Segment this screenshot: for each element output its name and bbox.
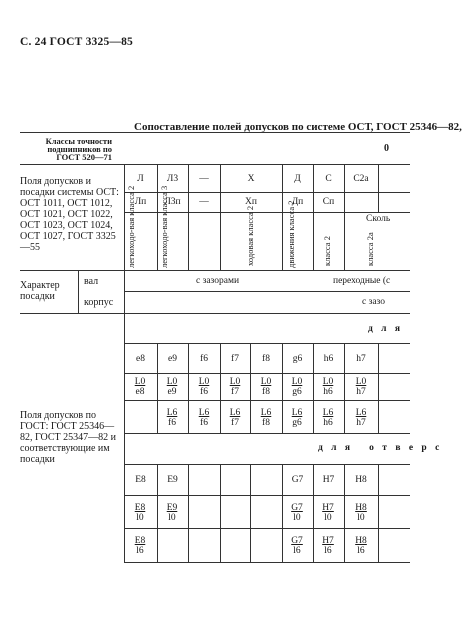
vertical-label: класса 2: [322, 236, 332, 266]
fraction-denominator: l6: [357, 546, 365, 556]
fraction-denominator: e9: [167, 387, 177, 397]
vertical-label: легкоходо-вая класса 2: [126, 185, 136, 268]
fraction-denominator: l0: [168, 513, 176, 523]
fit-fraction: [157, 377, 187, 397]
housing-label: корпус: [84, 297, 114, 308]
hole-cell: H8: [355, 475, 367, 485]
fit-fraction: [313, 536, 343, 556]
fraction-numerator: G7: [291, 536, 303, 546]
fraction-numerator: H8: [355, 503, 367, 513]
fit-fraction: [282, 536, 312, 556]
fraction-denominator: f7: [231, 387, 239, 397]
shaft-label: вал: [84, 276, 99, 287]
fraction-numerator: L6: [291, 408, 303, 418]
fraction-numerator: E9: [166, 503, 178, 513]
vertical-label: движения класса 2: [286, 200, 296, 268]
fraction-denominator: g6: [292, 387, 302, 397]
fraction-denominator: l0: [293, 513, 301, 523]
fit-fraction: [282, 503, 312, 523]
fraction-denominator: f8: [262, 387, 270, 397]
fit-fraction: [282, 408, 312, 428]
fraction-numerator: H7: [322, 503, 334, 513]
fit-fraction: [313, 503, 343, 523]
section-for-label: д л я: [368, 324, 404, 334]
fit-fraction: [313, 408, 343, 428]
vertical-label: ходовая класса 2: [245, 205, 255, 266]
page-header: С. 24 ГОСТ 3325—85: [20, 36, 133, 48]
ost-cell: Лп: [134, 197, 147, 207]
ost-cell: Д: [294, 174, 301, 184]
fit-fraction: [189, 377, 219, 397]
fit-fraction: [346, 536, 376, 556]
fraction-denominator: l6: [136, 546, 144, 556]
clearance-fits-label-2: с зазо: [362, 297, 386, 307]
vertical-label: класса 2а: [365, 232, 375, 266]
ost-cell: Л3п: [164, 197, 181, 207]
fraction-numerator: E8: [134, 536, 146, 546]
shaft-cell: f6: [200, 354, 208, 364]
shaft-cell: f8: [262, 354, 270, 364]
vertical-label: легкоходо-вая класса 3: [159, 185, 169, 268]
fraction-denominator: f6: [200, 418, 208, 428]
fit-fraction: [346, 377, 376, 397]
fraction-numerator: H7: [322, 536, 334, 546]
fraction-numerator: L0: [322, 377, 334, 387]
ost-cell: Л3: [166, 174, 179, 184]
skol-label: Сколь: [366, 214, 391, 224]
fit-fraction: [313, 377, 343, 397]
fraction-denominator: l0: [357, 513, 365, 523]
accuracy-class-value: 0: [384, 143, 389, 154]
ost-cell: Хп: [245, 197, 257, 207]
ost-cell: Л: [137, 174, 144, 184]
fit-fraction: [251, 377, 281, 397]
accuracy-classes-label: Классы точности подшипников по ГОСТ 520—71: [45, 136, 112, 162]
transition-fits-label: переходные (с: [333, 276, 391, 286]
shaft-cell: f7: [231, 354, 239, 364]
gost-fields-label: Поля допусков по ГОСТ: ГОСТ 25346—82, ГОСТ 25347—82 и соответствующие им посадки: [20, 410, 117, 465]
fit-character-label: Характер посадки: [20, 280, 60, 302]
fraction-denominator: f6: [200, 387, 208, 397]
section-for-holes-label: д л я о т в е р с: [318, 443, 443, 453]
fraction-denominator: h6: [323, 387, 333, 397]
fraction-denominator: l6: [293, 546, 301, 556]
fraction-denominator: l6: [324, 546, 332, 556]
fraction-denominator: l0: [324, 513, 332, 523]
fit-fraction: [125, 503, 155, 523]
ost-cell: —: [199, 174, 209, 184]
clearance-fits-label: с зазорами: [196, 276, 240, 286]
shaft-cell: g6: [292, 354, 303, 364]
fraction-numerator: L6: [260, 408, 272, 418]
fraction-numerator: L0: [291, 377, 303, 387]
ost-cell: Дп: [291, 197, 304, 207]
shaft-cell: e8: [136, 354, 145, 364]
fraction-numerator: L0: [260, 377, 272, 387]
fraction-denominator: h6: [323, 418, 333, 428]
fraction-numerator: L6: [166, 408, 178, 418]
hole-cell: E9: [167, 475, 178, 485]
ost-cell: Сп: [322, 197, 335, 207]
ost-cell: С2а: [353, 174, 369, 184]
fraction-denominator: h7: [356, 387, 366, 397]
table-title: Сопоставление полей допусков по системе ОСТ, ГОСТ 25346—82,: [134, 121, 462, 133]
fraction-numerator: L6: [198, 408, 210, 418]
fit-fraction: [251, 408, 281, 428]
fit-fraction: [346, 408, 376, 428]
hole-cell: G7: [291, 475, 304, 485]
ost-cell: —: [199, 197, 209, 207]
fraction-numerator: L0: [198, 377, 210, 387]
fraction-numerator: G7: [291, 503, 303, 513]
fit-fraction: [189, 408, 219, 428]
fraction-numerator: L0: [134, 377, 146, 387]
fit-fraction: [346, 503, 376, 523]
fraction-denominator: l0: [136, 513, 144, 523]
fraction-numerator: L6: [229, 408, 241, 418]
ost-cell: Х: [247, 174, 255, 184]
fraction-numerator: L0: [229, 377, 241, 387]
shaft-cell: h6: [323, 354, 334, 364]
fraction-numerator: L0: [355, 377, 367, 387]
fraction-numerator: L6: [355, 408, 367, 418]
fraction-denominator: f8: [262, 418, 270, 428]
fraction-numerator: E8: [134, 503, 146, 513]
fraction-denominator: f7: [231, 418, 239, 428]
fraction-denominator: h7: [356, 418, 366, 428]
fit-fraction: [220, 408, 250, 428]
fraction-numerator: L0: [166, 377, 178, 387]
shaft-cell: e9: [168, 354, 177, 364]
ost-system-label: Поля допусков и посадки системы ОСТ: ОСТ 1011, ОСТ 1012, ОСТ 1021, ОСТ 1022, ОСТ 1023, ОСТ 1024, ОСТ 1027, ГОСТ 3325—55: [20, 176, 119, 253]
fit-fraction: [125, 536, 155, 556]
fit-fraction: [282, 377, 312, 397]
hole-cell: H7: [322, 475, 335, 485]
fit-fraction: [157, 503, 187, 523]
fraction-denominator: f6: [168, 418, 176, 428]
fit-fraction: [220, 377, 250, 397]
fraction-denominator: g6: [292, 418, 302, 428]
fit-fraction: [157, 408, 187, 428]
hole-cell: E8: [135, 475, 146, 485]
ost-cell: С: [325, 174, 332, 184]
fit-fraction: [125, 377, 155, 397]
shaft-cell: h7: [356, 354, 366, 364]
fraction-numerator: H8: [355, 536, 367, 546]
fraction-denominator: e8: [135, 387, 145, 397]
fraction-numerator: L6: [322, 408, 334, 418]
